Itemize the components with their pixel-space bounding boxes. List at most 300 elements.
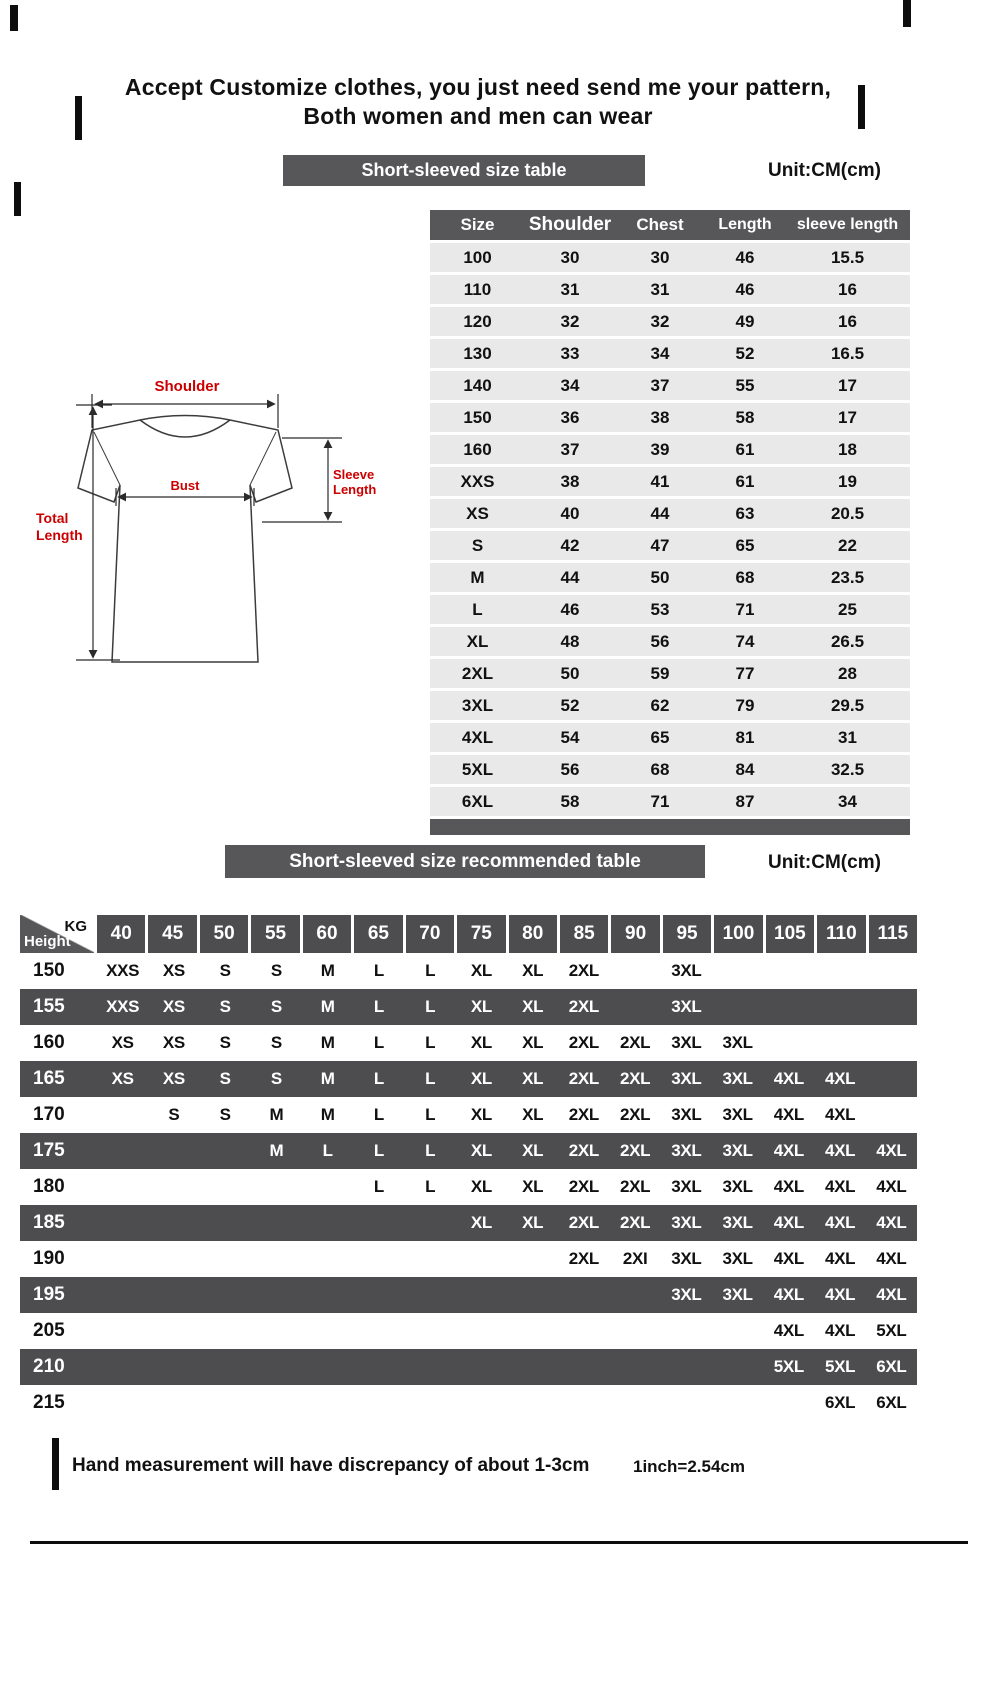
height-label: 215	[33, 1392, 65, 1413]
size-cell-sleeve: 25	[838, 599, 857, 619]
size-cell-size: XS	[466, 503, 489, 523]
size-cell-size: 110	[463, 279, 492, 299]
size-recommendation: XS	[162, 997, 185, 1016]
recommend-row	[20, 1025, 917, 1061]
size-recommendation: 4XL	[824, 1249, 856, 1268]
size-recommendation: XL	[470, 1033, 492, 1052]
decor-bar-left-edge	[14, 182, 21, 216]
size-cell-length: 58	[735, 407, 755, 427]
size-table-row	[430, 403, 910, 432]
size-cell-shoulder: 42	[560, 535, 580, 555]
weight-header: 55	[251, 915, 302, 953]
size-table-row	[430, 339, 910, 368]
size-cell-shoulder: 52	[560, 695, 580, 715]
recommend-table-body	[20, 953, 917, 1421]
size-recommendation: XL	[470, 1105, 492, 1124]
size-recommendation: 2XL	[568, 1069, 600, 1088]
size-recommendation: L	[373, 1033, 384, 1052]
size-cell-sleeve: 32.5	[830, 759, 865, 779]
size-recommendation: XL	[522, 1141, 544, 1160]
size-cell-sleeve: 16.5	[830, 343, 865, 363]
size-table-row	[430, 307, 910, 336]
size-recommendation: L	[373, 1141, 384, 1160]
size-cell-length: 79	[735, 695, 755, 715]
size-cell-length: 61	[735, 439, 755, 459]
size-cell-shoulder: 37	[560, 439, 580, 459]
size-table-row	[430, 595, 910, 624]
size-cell-shoulder: 58	[560, 791, 580, 811]
size-cell-chest: 47	[650, 535, 670, 555]
size-recommendation: 3XL	[722, 1033, 753, 1052]
size-recommendation: S	[270, 961, 282, 980]
size-col-header: Shoulder	[528, 214, 612, 235]
weight-header: 100	[714, 915, 765, 953]
size-cell-length: 65	[735, 535, 755, 555]
size-recommendation: 2XL	[568, 997, 600, 1016]
weight-header: 40	[97, 915, 148, 953]
size-recommendation: 4XL	[773, 1321, 805, 1340]
size-cell-shoulder: 56	[560, 759, 580, 779]
size-cell-sleeve: 16	[838, 279, 857, 299]
size-recommendation: 2XL	[568, 1033, 600, 1052]
size-cell-length: 46	[735, 279, 755, 299]
size-cell-size: XL	[466, 631, 489, 651]
size-recommendation: XL	[522, 961, 544, 980]
size-cell-length: 46	[735, 247, 755, 267]
sleeve-length-measure-label	[333, 467, 376, 497]
recommend-table-header	[20, 915, 917, 953]
size-recommendation: L	[425, 961, 436, 980]
sleeve-label-line2: Length	[333, 482, 377, 497]
height-label: 195	[33, 1284, 65, 1305]
size-recommendation: 6XL	[876, 1357, 907, 1376]
size-cell-shoulder: 48	[560, 631, 580, 651]
size-cell-sleeve: 26.5	[830, 631, 865, 651]
size-cell-chest: 65	[650, 727, 670, 747]
size-recommendation: L	[425, 1177, 436, 1196]
size-recommendation: L	[373, 1105, 384, 1124]
size-recommendation: XL	[470, 961, 492, 980]
size-recommendation: 6XL	[876, 1393, 907, 1412]
size-recommendation: 3XL	[671, 961, 702, 980]
size-recommendation: XS	[111, 1033, 134, 1052]
height-label: 205	[33, 1320, 65, 1341]
size-col-header: Size	[460, 215, 495, 234]
size-cell-size: 160	[463, 439, 492, 459]
height-label: 190	[33, 1248, 65, 1269]
size-recommendation: S	[219, 1069, 231, 1088]
size-table-row	[430, 723, 910, 752]
size-cell-length: 52	[735, 343, 755, 363]
size-recommendation: S	[219, 997, 231, 1016]
size-recommendation: 3XL	[722, 1141, 753, 1160]
size-recommendation: 2XL	[568, 961, 600, 980]
size-cell-length: 81	[735, 727, 755, 747]
size-recommendation: L	[373, 1177, 384, 1196]
size-recommendation: 3XL	[671, 1177, 702, 1196]
size-recommendation: XL	[470, 1069, 492, 1088]
size-recommendation: 3XL	[722, 1285, 753, 1304]
size-cell-chest: 71	[650, 791, 670, 811]
recommend-row	[20, 953, 917, 989]
size-recommendation: 5XL	[773, 1357, 805, 1376]
weight-header: 45	[148, 915, 199, 953]
size-cell-chest: 37	[650, 375, 670, 395]
corner-kg-label: KG	[64, 918, 87, 935]
size-cell-shoulder: 40	[560, 503, 580, 523]
size-table	[430, 210, 910, 835]
size-cell-sleeve: 23.5	[830, 567, 865, 587]
size-recommendation: 2XL	[568, 1141, 600, 1160]
size-recommendation: M	[320, 961, 335, 980]
size-cell-sleeve: 19	[838, 471, 857, 491]
size-cell-sleeve: 18	[838, 439, 857, 459]
size-recommendation: 3XL	[671, 1249, 702, 1268]
size-recommendation: XS	[162, 961, 185, 980]
size-cell-size: 3XL	[461, 695, 494, 715]
height-label: 175	[33, 1140, 65, 1161]
size-recommendation: 5XL	[876, 1321, 907, 1340]
size-recommendation: 4XL	[876, 1249, 907, 1268]
size-recommendation: XL	[522, 1105, 544, 1124]
size-cell-chest: 59	[650, 663, 670, 683]
size-cell-size: L	[472, 599, 483, 619]
size-recommendation: 4XL	[773, 1285, 805, 1304]
size-col-header: Chest	[636, 215, 684, 234]
size-cell-sleeve: 20.5	[830, 503, 865, 523]
size-recommendation: 6XL	[824, 1393, 856, 1412]
size-recommendation: 3XL	[722, 1105, 753, 1124]
size-cell-size: 2XL	[461, 663, 494, 683]
size-recommendation: 3XL	[671, 1033, 702, 1052]
size-recommendation: 5XL	[824, 1357, 856, 1376]
size-recommendation: XL	[470, 1141, 492, 1160]
size-cell-sleeve: 15.5	[830, 247, 865, 267]
size-table-row	[430, 691, 910, 720]
decor-bar-top-right	[903, 0, 911, 27]
size-recommendation: 4XL	[824, 1069, 856, 1088]
size-recommendation: 4XL	[876, 1141, 907, 1160]
size-recommendation: M	[320, 1105, 335, 1124]
size-cell-sleeve: 17	[838, 375, 857, 395]
size-cell-size: 5XL	[461, 759, 494, 779]
size-recommendation: 4XL	[876, 1213, 907, 1232]
size-recommendation: S	[270, 1069, 282, 1088]
size-cell-chest: 44	[650, 503, 670, 523]
size-cell-length: 61	[735, 471, 755, 491]
size-cell-sleeve: 34	[838, 791, 857, 811]
size-recommendation: 4XL	[773, 1141, 805, 1160]
bottom-divider-line	[30, 1541, 968, 1544]
size-cell-sleeve: 29.5	[830, 695, 865, 715]
size-recommendation: 2XL	[619, 1105, 651, 1124]
size-recommendation: XL	[522, 997, 544, 1016]
size-recommendation: XL	[522, 1213, 544, 1232]
height-label: 150	[33, 960, 65, 981]
size-table-row	[430, 243, 910, 272]
size-cell-shoulder: 33	[560, 343, 580, 363]
size-recommendation: XL	[522, 1033, 544, 1052]
size-recommendation: 3XL	[671, 997, 702, 1016]
size-recommendation: 4XL	[876, 1285, 907, 1304]
size-recommendation: 4XL	[824, 1213, 856, 1232]
size-cell-shoulder: 50	[560, 663, 580, 683]
size-cell-shoulder: 46	[560, 599, 580, 619]
size-cell-chest: 32	[650, 311, 670, 331]
size-table-row	[430, 787, 910, 816]
recommend-table	[20, 915, 917, 1421]
decor-bar-footer	[52, 1438, 59, 1490]
size-cell-size: 6XL	[461, 791, 494, 811]
size-recommendation: 2XL	[568, 1213, 600, 1232]
weight-header: 50	[200, 915, 251, 953]
size-recommendation: 4XL	[824, 1321, 856, 1340]
inch-conversion: 1inch=2.54cm	[633, 1457, 745, 1476]
weight-header: 105	[766, 915, 817, 953]
unit-label-recommend-table: Unit:CM(cm)	[768, 852, 881, 873]
size-recommendation: M	[320, 1069, 335, 1088]
size-recommendation: 2XI	[622, 1249, 648, 1268]
size-recommendation: 2XL	[619, 1069, 651, 1088]
size-recommendation: 2XL	[619, 1141, 651, 1160]
size-recommendation: 2XL	[568, 1177, 600, 1196]
size-recommendation: XS	[162, 1033, 185, 1052]
size-recommendation: 4XL	[824, 1177, 856, 1196]
size-recommendation: XL	[522, 1069, 544, 1088]
size-cell-chest: 56	[650, 631, 670, 651]
size-table-row	[430, 659, 910, 688]
size-cell-chest: 30	[650, 247, 670, 267]
size-recommendation: 3XL	[671, 1213, 702, 1232]
size-recommendation: XS	[111, 1069, 134, 1088]
total-label-line2: Length	[36, 527, 83, 543]
weight-header: 70	[406, 915, 457, 953]
size-table-row	[430, 275, 910, 304]
size-cell-size: M	[470, 567, 485, 587]
size-col-header: Length	[718, 216, 772, 233]
size-recommendation: XS	[162, 1069, 185, 1088]
size-recommendation: M	[320, 1033, 335, 1052]
size-cell-chest: 50	[650, 567, 670, 587]
height-label: 155	[33, 996, 65, 1017]
weight-header: 90	[611, 915, 662, 953]
size-cell-sleeve: 17	[838, 407, 857, 427]
size-recommendation: XL	[470, 997, 492, 1016]
recommend-row	[20, 1241, 917, 1277]
size-cell-length: 55	[735, 375, 755, 395]
size-recommendation: L	[373, 1069, 384, 1088]
tshirt-outline	[78, 416, 292, 663]
size-table-row	[430, 755, 910, 784]
size-recommendation: S	[270, 997, 282, 1016]
size-recommendation: 2XL	[568, 1249, 600, 1268]
size-recommendation: 2XL	[619, 1213, 651, 1232]
size-cell-size: 130	[463, 343, 492, 363]
size-cell-shoulder: 36	[560, 407, 580, 427]
size-recommendation: 3XL	[671, 1069, 702, 1088]
size-cell-shoulder: 44	[560, 567, 580, 587]
size-cell-shoulder: 30	[560, 247, 580, 267]
size-recommendation: XL	[470, 1177, 492, 1196]
recommend-row	[20, 1313, 917, 1349]
size-recommendation: S	[219, 1033, 231, 1052]
weight-header: 95	[663, 915, 714, 953]
size-cell-size: 4XL	[461, 727, 494, 747]
size-cell-size: S	[471, 535, 484, 555]
size-recommendation: L	[322, 1141, 333, 1160]
size-cell-size: 100	[463, 247, 492, 267]
size-recommendation: 4XL	[824, 1105, 856, 1124]
size-recommendation: 2XL	[619, 1177, 651, 1196]
size-recommendation: 3XL	[671, 1141, 702, 1160]
recommend-table-banner: Short-sleeved size recommended table	[225, 845, 705, 878]
height-label: 165	[33, 1068, 65, 1089]
size-table-row	[430, 435, 910, 464]
total-label-line1: Total	[36, 510, 69, 526]
size-recommendation: L	[373, 997, 384, 1016]
size-recommendation: L	[425, 997, 436, 1016]
size-col-header: sleeve length	[796, 216, 899, 233]
size-cell-sleeve: 28	[838, 663, 857, 683]
weight-header: 80	[509, 915, 560, 953]
size-cell-size: XXS	[460, 471, 495, 491]
title-line-2: Both women and men can wear	[303, 103, 653, 129]
shoulder-measure-label: Shoulder	[154, 378, 220, 395]
size-cell-size: 150	[463, 407, 492, 427]
size-recommendation: XL	[470, 1213, 492, 1232]
size-cell-length: 71	[735, 599, 755, 619]
size-recommendation: 4XL	[773, 1105, 805, 1124]
weight-header: 115	[869, 915, 917, 953]
size-recommendation: 3XL	[722, 1249, 753, 1268]
size-recommendation: L	[373, 961, 384, 980]
size-recommendation: 4XL	[773, 1069, 805, 1088]
decor-bar-top-left	[10, 5, 18, 31]
corner-cell	[20, 915, 97, 953]
height-label: 180	[33, 1176, 65, 1197]
size-recommendation: 3XL	[722, 1177, 753, 1196]
recommend-row	[20, 1349, 917, 1385]
recommend-row	[20, 1097, 917, 1133]
size-recommendation: XL	[522, 1177, 544, 1196]
size-table-row	[430, 531, 910, 560]
size-cell-length: 68	[735, 567, 755, 587]
size-recommendation: M	[269, 1141, 284, 1160]
size-recommendation: 4XL	[876, 1177, 907, 1196]
size-recommendation: M	[269, 1105, 284, 1124]
recommend-row	[20, 1205, 917, 1241]
weight-header: 110	[817, 915, 868, 953]
size-recommendation: S	[168, 1105, 180, 1124]
size-recommendation: L	[425, 1069, 436, 1088]
recommend-row	[20, 1169, 917, 1205]
height-label: 160	[33, 1032, 65, 1053]
sleeve-label-line1: Sleeve	[333, 467, 375, 482]
size-cell-sleeve: 22	[838, 535, 857, 555]
size-cell-length: 77	[735, 663, 755, 683]
weight-header: 75	[457, 915, 508, 953]
size-cell-chest: 68	[650, 759, 670, 779]
size-table-row	[430, 627, 910, 656]
size-cell-shoulder: 54	[560, 727, 580, 747]
size-recommendation: 3XL	[671, 1285, 702, 1304]
size-cell-length: 49	[735, 311, 755, 331]
size-cell-shoulder: 31	[560, 279, 580, 299]
weight-header: 65	[354, 915, 405, 953]
bust-measure-label: Bust	[170, 478, 200, 493]
size-table-row	[430, 371, 910, 400]
weight-header: 85	[560, 915, 611, 953]
size-table-body	[430, 243, 910, 816]
height-label: 210	[33, 1356, 65, 1377]
size-table-header	[430, 210, 910, 240]
size-table-footer-bar	[430, 819, 910, 835]
height-label: 170	[33, 1104, 65, 1125]
size-cell-chest: 41	[650, 471, 670, 491]
size-recommendation: S	[219, 1105, 231, 1124]
size-recommendation: 2XL	[619, 1033, 651, 1052]
size-recommendation: L	[425, 1105, 436, 1124]
size-table-row	[430, 467, 910, 496]
size-cell-size: 140	[463, 375, 492, 395]
recommend-row	[20, 989, 917, 1025]
size-table-banner: Short-sleeved size table	[283, 155, 645, 186]
size-cell-chest: 38	[650, 407, 670, 427]
size-recommendation: S	[270, 1033, 282, 1052]
measurement-note: Hand measurement will have discrepancy of about 1-3cm	[72, 1455, 590, 1476]
weight-header: 60	[303, 915, 354, 953]
size-recommendation: S	[219, 961, 231, 980]
height-label: 185	[33, 1212, 65, 1233]
size-recommendation: L	[425, 1141, 436, 1160]
size-cell-chest: 53	[650, 599, 670, 619]
size-cell-shoulder: 32	[560, 311, 580, 331]
size-recommendation: M	[320, 997, 335, 1016]
page-title	[0, 73, 978, 131]
size-recommendation: XXS	[106, 997, 140, 1016]
size-recommendation: 4XL	[773, 1213, 805, 1232]
size-cell-chest: 34	[650, 343, 670, 363]
size-cell-sleeve: 31	[838, 727, 857, 747]
size-cell-length: 87	[735, 791, 755, 811]
size-cell-length: 84	[735, 759, 755, 779]
size-cell-length: 63	[735, 503, 755, 523]
size-recommendation: 3XL	[722, 1069, 753, 1088]
size-cell-length: 74	[735, 631, 755, 651]
recommend-row	[20, 1277, 917, 1313]
size-recommendation: 3XL	[671, 1105, 702, 1124]
unit-label-size-table: Unit:CM(cm)	[768, 160, 881, 181]
size-cell-sleeve: 16	[838, 311, 857, 331]
size-recommendation: 4XL	[773, 1177, 805, 1196]
size-recommendation: L	[425, 1033, 436, 1052]
recommend-row	[20, 1385, 917, 1421]
total-length-measure-label	[36, 510, 83, 544]
size-recommendation: 3XL	[722, 1213, 753, 1232]
recommend-row	[20, 1061, 917, 1097]
size-table-row	[430, 563, 910, 592]
size-cell-shoulder: 38	[560, 471, 580, 491]
size-cell-shoulder: 34	[560, 375, 580, 395]
title-line-1: Accept Customize clothes, you just need send me your pattern,	[124, 74, 832, 100]
recommend-row	[20, 1133, 917, 1169]
size-recommendation: 4XL	[824, 1141, 856, 1160]
size-cell-chest: 39	[650, 439, 670, 459]
size-recommendation: 4XL	[824, 1285, 856, 1304]
size-recommendation: XXS	[106, 961, 140, 980]
size-cell-chest: 31	[650, 279, 670, 299]
size-cell-chest: 62	[650, 695, 670, 715]
